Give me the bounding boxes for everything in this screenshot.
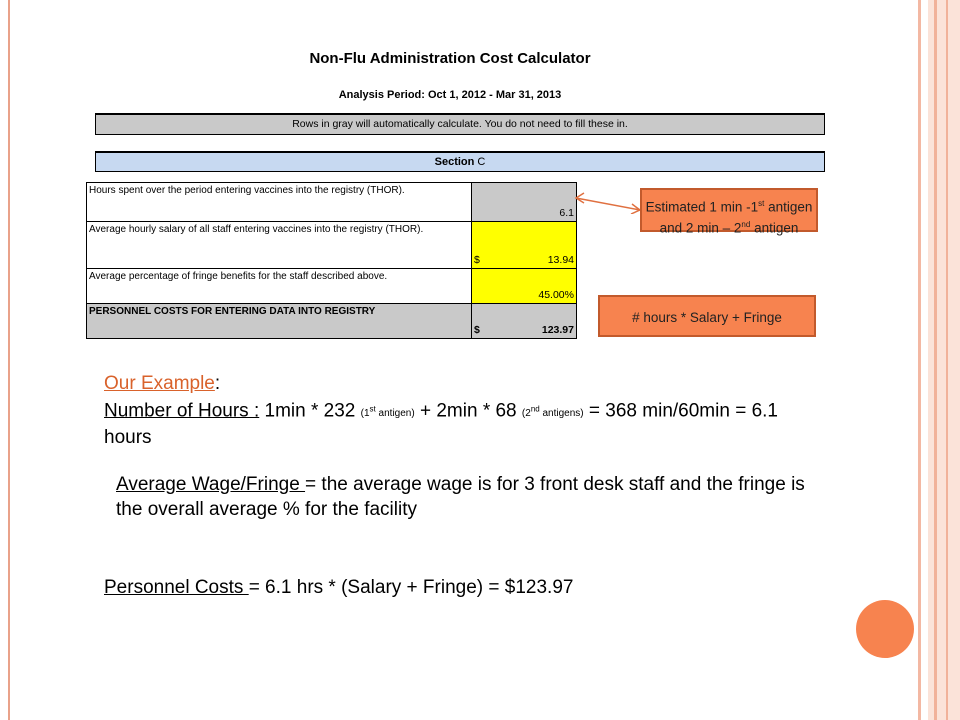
callout-text: antigen and 2 min – 2 — [659, 199, 813, 235]
calculator-title: Non-Flu Administration Cost Calculator — [309, 50, 591, 67]
callout-sup: nd — [741, 219, 751, 229]
callout-arrow-icon — [574, 190, 644, 214]
callout-text: antigen — [750, 220, 799, 235]
fringe-value: 45.00% — [538, 289, 574, 301]
cost-table — [86, 182, 577, 339]
salary-value: 13.94 — [547, 254, 574, 266]
hours-label: Number of Hours : — [104, 400, 260, 422]
hours-text: + 2min * 68 — [414, 400, 522, 422]
personnel-cost-cell — [472, 304, 577, 339]
slide-frame-right-line — [918, 0, 921, 720]
slide-frame-left — [8, 0, 10, 720]
currency-symbol: $ — [474, 324, 480, 336]
table-row-total — [87, 304, 577, 339]
section-label: Section — [434, 156, 475, 168]
personnel-cost-explanation — [104, 576, 573, 600]
row-label: Average percentage of fringe benefits for the staff described above. — [87, 269, 472, 304]
hours-calculation — [104, 398, 804, 450]
personnel-text: = 6.1 hrs * (Salary + Fringe) = $123.97 — [248, 577, 574, 598]
slide-frame-right-line — [934, 0, 937, 720]
example-heading — [104, 372, 220, 396]
antigen-estimate-callout — [640, 188, 818, 235]
table-row — [87, 222, 577, 269]
wage-fringe-explanation — [116, 472, 816, 522]
table-row — [87, 269, 577, 304]
row-label: Hours spent over the period entering vaccines into the registry (THOR). — [87, 183, 472, 222]
gray-rows-note: Rows in gray will automatically calculate. You do not need to fill these in. — [95, 113, 825, 135]
slide-frame-right-line — [946, 0, 948, 720]
callout-sup: st — [758, 199, 765, 208]
hours-text: = 368 min/60min = 6.1 hours — [104, 400, 778, 449]
slide-frame-right-band — [928, 0, 960, 720]
wage-text: = the average wage is for 3 front desk staff and the fringe is the overall average % for the facility — [116, 474, 805, 520]
antigen-note: (2nd antigens) — [521, 405, 584, 420]
salary-value-cell[interactable] — [472, 222, 577, 269]
hours-value-cell — [472, 183, 577, 222]
hours-value: 6.1 — [559, 207, 574, 219]
section-letter: C — [477, 156, 486, 168]
antigen-note: (1st antigen) — [360, 405, 415, 420]
currency-symbol: $ — [474, 254, 480, 266]
row-label: PERSONNEL COSTS FOR ENTERING DATA INTO REGISTRY — [87, 304, 472, 339]
fringe-value-cell[interactable] — [472, 269, 577, 304]
wage-label: Average Wage/Fringe — [116, 474, 306, 495]
decorative-circle — [856, 600, 914, 658]
row-label: Average hourly salary of all staff entering vaccines into the registry (THOR). — [87, 222, 472, 269]
hours-text: 1min * 232 — [259, 400, 361, 422]
callout-text: Estimated 1 min -1 — [645, 199, 759, 215]
analysis-period: Analysis Period: Oct 1, 2012 - Mar 31, 2013 — [338, 89, 562, 101]
heading-colon: : — [214, 373, 221, 394]
formula-callout: # hours * Salary + Fringe — [598, 295, 816, 337]
table-row — [87, 183, 577, 222]
personnel-label: Personnel Costs — [104, 577, 249, 598]
personnel-cost-value: 123.97 — [541, 324, 574, 336]
our-example-link[interactable]: Our Example — [104, 373, 215, 394]
section-header — [95, 151, 825, 172]
